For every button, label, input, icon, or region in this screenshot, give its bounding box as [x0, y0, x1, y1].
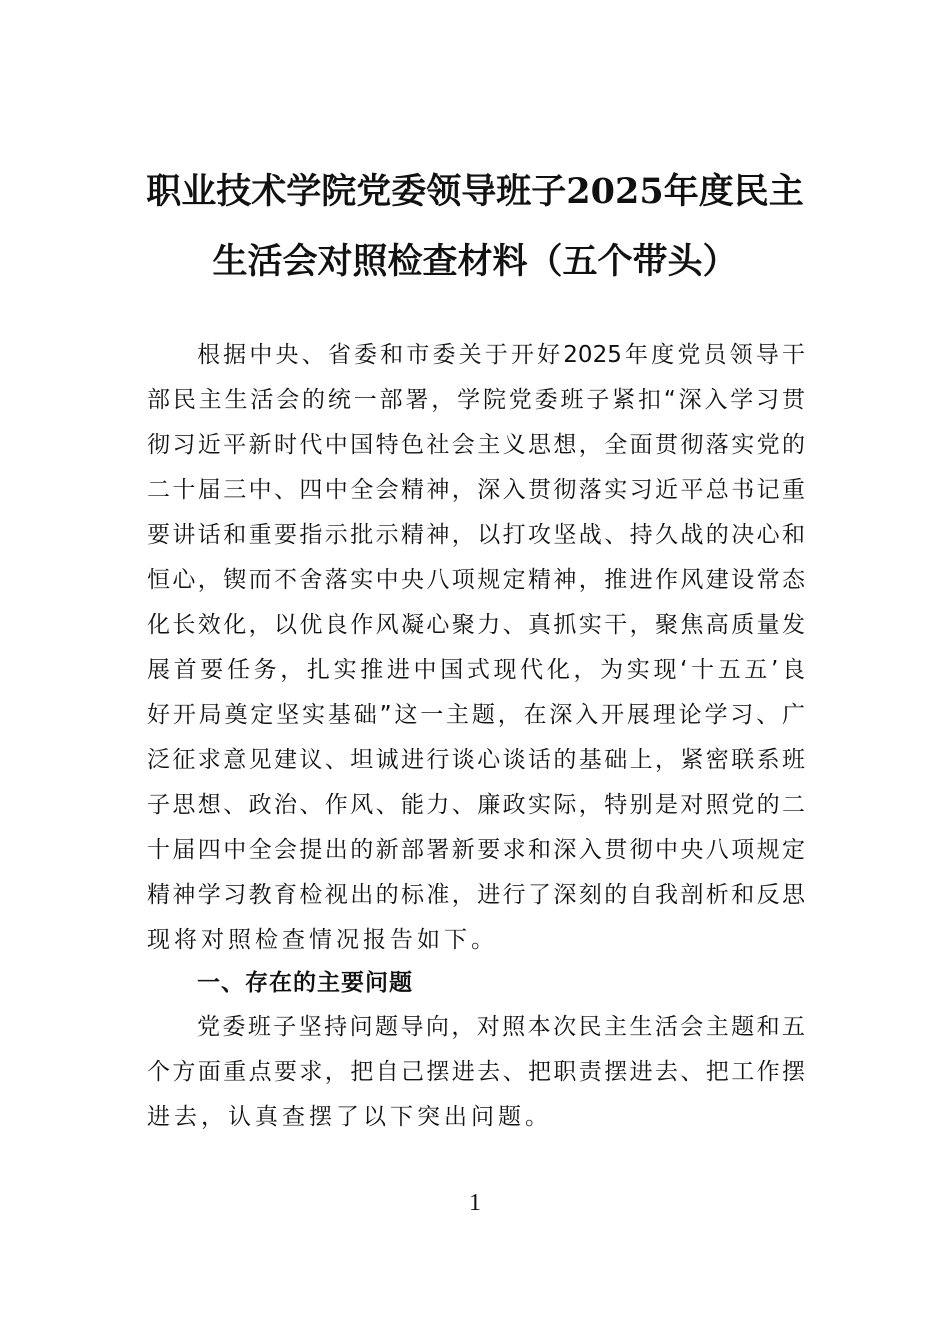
text-line: 个方面重点要求，把自己摆进去、把职责摆进去、把工作摆 — [147, 1059, 805, 1085]
text-line: 部民主生活会的统一部署，学院党委班子紧扣“深入学习贯 — [147, 387, 805, 413]
text-line: 好开局奠定坚实基础”这一主题，在深入开展理论学习、广 — [147, 702, 805, 728]
text-line: 二十届三中、四中全会精神，深入贯彻落实习近平总书记重 — [147, 477, 805, 503]
text-line: 进去，认真查摆了以下突出问题。 — [147, 1104, 552, 1130]
text-line: 彻习近平新时代中国特色社会主义思想，全面贯彻落实党的 — [147, 432, 805, 458]
text-line: 化长效化，以优良作风凝心聚力、真抓实干，聚焦高质量发 — [147, 612, 805, 638]
text-line: 精神学习教育检视出的标准，进行了深刻的自我剖析和反思 — [147, 882, 805, 908]
text-line: 泛征求意见建议、坦诚进行谈心谈话的基础上，紧密联系班 — [147, 747, 805, 773]
text-line: 根据中央、省委和市委关于开好2025年度党员领导干 — [197, 342, 805, 368]
title-line-2: 生活会对照检查材料（五个带头） — [212, 241, 738, 282]
text-line: 党委班子坚持问题导向，对照本次民主生活会主题和五 — [197, 1014, 805, 1040]
section-heading: 一、存在的主要问题 — [197, 970, 413, 996]
text-line: 展首要任务，扎实推进中国式现代化，为实现‘十五五’良 — [147, 657, 805, 683]
page-number: 1 — [469, 1190, 481, 1216]
text-line: 恒心，锲而不舍落实中央八项规定精神，推进作风建设常态 — [147, 567, 805, 593]
text-line: 十届四中全会提出的新部署新要求和深入贯彻中央八项规定 — [147, 837, 805, 863]
text-line: 要讲话和重要指示批示精神，以打攻坚战、持久战的决心和 — [147, 522, 805, 548]
text-line: 子思想、政治、作风、能力、廉政实际，特别是对照党的二 — [147, 792, 805, 818]
text-line: 现将对照检查情况报告如下。 — [147, 927, 498, 953]
title-line-1: 职业技术学院党委领导班子2025年度民主 — [146, 171, 804, 212]
